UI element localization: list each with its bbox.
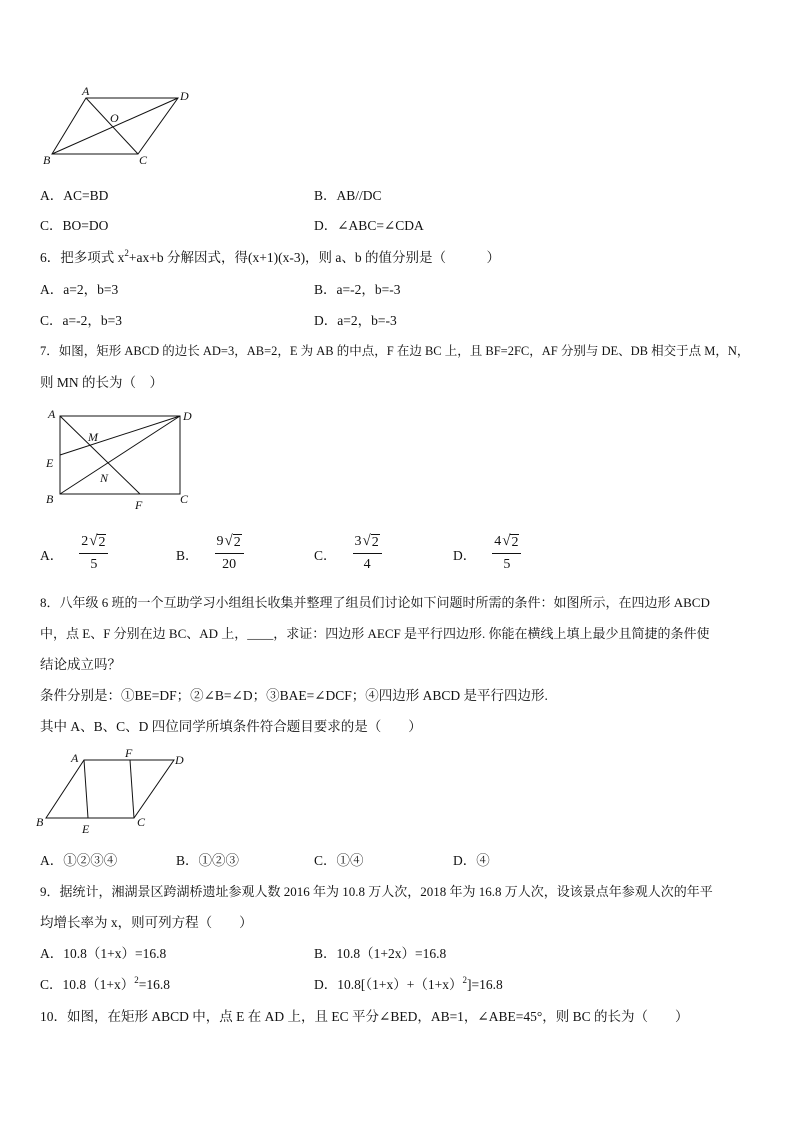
q6-option-d[interactable]: D．a=2，b=-3	[314, 313, 397, 328]
q8-label-c: C	[137, 815, 146, 829]
sqrt-icon: √	[224, 533, 233, 549]
q8-option-a[interactable]: A．①②③④	[40, 853, 118, 868]
q5-option-d[interactable]: D．∠ABC=∠CDA	[314, 218, 424, 233]
q9-option-d-part-a: D．10.8[（1+x）+（1+x）	[314, 977, 463, 992]
q8-stem-line2: 中，点 E、F 分别在边 BC、AD 上，____，求证：四边形 AECF 是平行四边形. 你能在横线上填上最少且简捷的条件使	[40, 626, 710, 641]
q9-option-c-part-a: C．10.8（1+x）	[40, 977, 135, 992]
q8-label-a: A	[71, 751, 79, 765]
q6-option-b[interactable]: B．a=-2，b=-3	[314, 282, 401, 297]
q7-label-m: M	[88, 430, 98, 444]
q7-option-c[interactable]	[314, 534, 382, 573]
q9-option-b[interactable]: B．10.8（1+2x）=16.8	[314, 946, 447, 961]
q7-option-b-coef: 9	[216, 534, 224, 549]
q7-option-d-letter: D．	[453, 547, 477, 563]
q8-segment-fc	[130, 760, 134, 818]
q5-label-a: A	[82, 84, 90, 98]
q8-label-f: F	[125, 746, 133, 760]
q6-stem-exponent: 2	[124, 248, 129, 258]
q8-parallelogram	[46, 760, 174, 818]
q8-label-e: E	[82, 822, 90, 836]
q7-segment-de	[60, 416, 180, 455]
q9-stem-line2: 均增长率为 x，则可列方程（ ）	[40, 915, 253, 930]
q6-stem-part-a: 6．把多项式 x	[40, 250, 125, 265]
q7-option-d-radicand: 2	[511, 535, 519, 550]
q7-option-b-letter: B．	[176, 547, 199, 563]
q7-option-b-fraction	[215, 534, 244, 573]
q8-option-d[interactable]: D．④	[453, 853, 490, 868]
q7-option-b-den: 20	[215, 553, 244, 573]
q8-stem-line3: 结论成立吗？	[40, 657, 121, 672]
q8-label-b: B	[36, 815, 44, 829]
q6-option-a[interactable]: A．a=2，b=3	[40, 282, 119, 297]
q7-option-a-den: 5	[79, 553, 108, 573]
q9-option-c[interactable]	[40, 975, 170, 992]
q8-conditions: 条件分别是：①BE=DF；②∠B=∠D；③BAE=∠DCF；④四边形 ABCD 是平行四边形.	[40, 688, 548, 703]
q7-label-n: N	[100, 471, 109, 485]
q7-label-c: C	[180, 492, 189, 506]
q7-label-b: B	[46, 492, 54, 506]
q5-option-a[interactable]: A．AC=BD	[40, 188, 109, 203]
q8-stem-line5: 其中 A、B、C、D 四位同学所填条件符合题目要求的是（ ）	[40, 719, 422, 734]
q6-stem-part-b: +ax+b 分解因式，得(x+1)(x-3)，则 a、b 的值分别是（ ）	[128, 250, 501, 265]
q5-label-o: O	[110, 111, 119, 125]
q5-option-b[interactable]: B．AB//DC	[314, 188, 382, 203]
q7-option-c-fraction	[353, 534, 382, 573]
q5-option-c[interactable]: C．BO=DO	[40, 218, 109, 233]
q7-label-f: F	[135, 498, 143, 512]
q7-option-c-letter: C．	[314, 547, 337, 563]
q8-stem-line1: 8．八年级 6 班的一个互助学习小组组长收集并整理了组员们讨论如下问题时所需的条件：如图所示，在四边形 ABCD	[40, 595, 710, 610]
q7-diagram	[40, 404, 200, 516]
sqrt-icon: √	[362, 533, 371, 549]
q5-diagonal-ac	[86, 98, 138, 154]
q7-option-c-den: 4	[353, 553, 382, 573]
q7-option-d-den: 5	[492, 553, 521, 573]
q7-option-b[interactable]	[176, 534, 244, 573]
q7-option-d[interactable]	[453, 534, 521, 573]
q8-label-d: D	[175, 753, 184, 767]
q7-option-d-fraction	[492, 534, 521, 573]
q7-option-a-fraction	[79, 534, 108, 573]
q8-diagram	[34, 746, 194, 836]
q8-option-b[interactable]: B．①②③	[176, 853, 240, 868]
q8-segment-ae	[84, 760, 88, 818]
sqrt-icon: √	[89, 533, 98, 549]
q9-stem-line1: 9．据统计，湘湖景区跨湖桥遗址参观人数 2016 年为 10.8 万人次，2018 年为 16.8 万人次，设该景点年参观人次的年平	[40, 884, 713, 899]
q9-option-a[interactable]: A．10.8（1+x）=16.8	[40, 946, 167, 961]
q10-stem: 10．如图，在矩形 ABCD 中，点 E 在 AD 上，且 EC 平分∠BED，AB=1，∠ABE=45°，则 BC 的长为（ ）	[40, 1009, 689, 1024]
q6-option-c[interactable]: C．a=-2，b=3	[40, 313, 122, 328]
q9-option-d[interactable]	[314, 975, 503, 992]
q7-label-e: E	[46, 456, 54, 470]
q9-option-c-exponent: 2	[134, 975, 139, 985]
q7-option-a-radicand: 2	[98, 535, 106, 550]
q5-diagram	[40, 84, 200, 168]
q7-option-a-coef: 2	[81, 534, 89, 549]
q7-option-a-letter: A．	[40, 547, 64, 563]
q7-segment-db	[60, 416, 180, 494]
q5-label-b: B	[43, 153, 51, 167]
q9-option-d-part-b: ]=16.8	[466, 977, 503, 992]
q5-diagonal-bd	[52, 98, 178, 154]
q7-stem-line2: 则 MN 的长为（ ）	[40, 375, 164, 390]
q5-label-d: D	[180, 89, 189, 103]
q7-option-b-radicand: 2	[233, 535, 241, 550]
q7-option-d-coef: 4	[494, 534, 502, 549]
q7-label-a: A	[48, 407, 56, 421]
q9-option-d-exponent: 2	[462, 975, 467, 985]
q6-stem	[40, 248, 501, 265]
q7-label-d: D	[183, 409, 192, 423]
q7-option-c-radicand: 2	[371, 535, 379, 550]
q9-option-c-part-b: =16.8	[138, 977, 170, 992]
q8-option-c[interactable]: C．①④	[314, 853, 364, 868]
q7-stem-line1: 7．如图，矩形 ABCD 的边长 AD=3，AB=2，E 为 AB 的中点，F 在边 BC 上，且 BF=2FC，AF 分别与 DE、DB 相交于点 M，N，	[40, 344, 750, 358]
q7-option-c-coef: 3	[354, 534, 362, 549]
q7-option-a[interactable]	[40, 534, 108, 573]
sqrt-icon: √	[502, 533, 511, 549]
q5-label-c: C	[139, 153, 148, 167]
